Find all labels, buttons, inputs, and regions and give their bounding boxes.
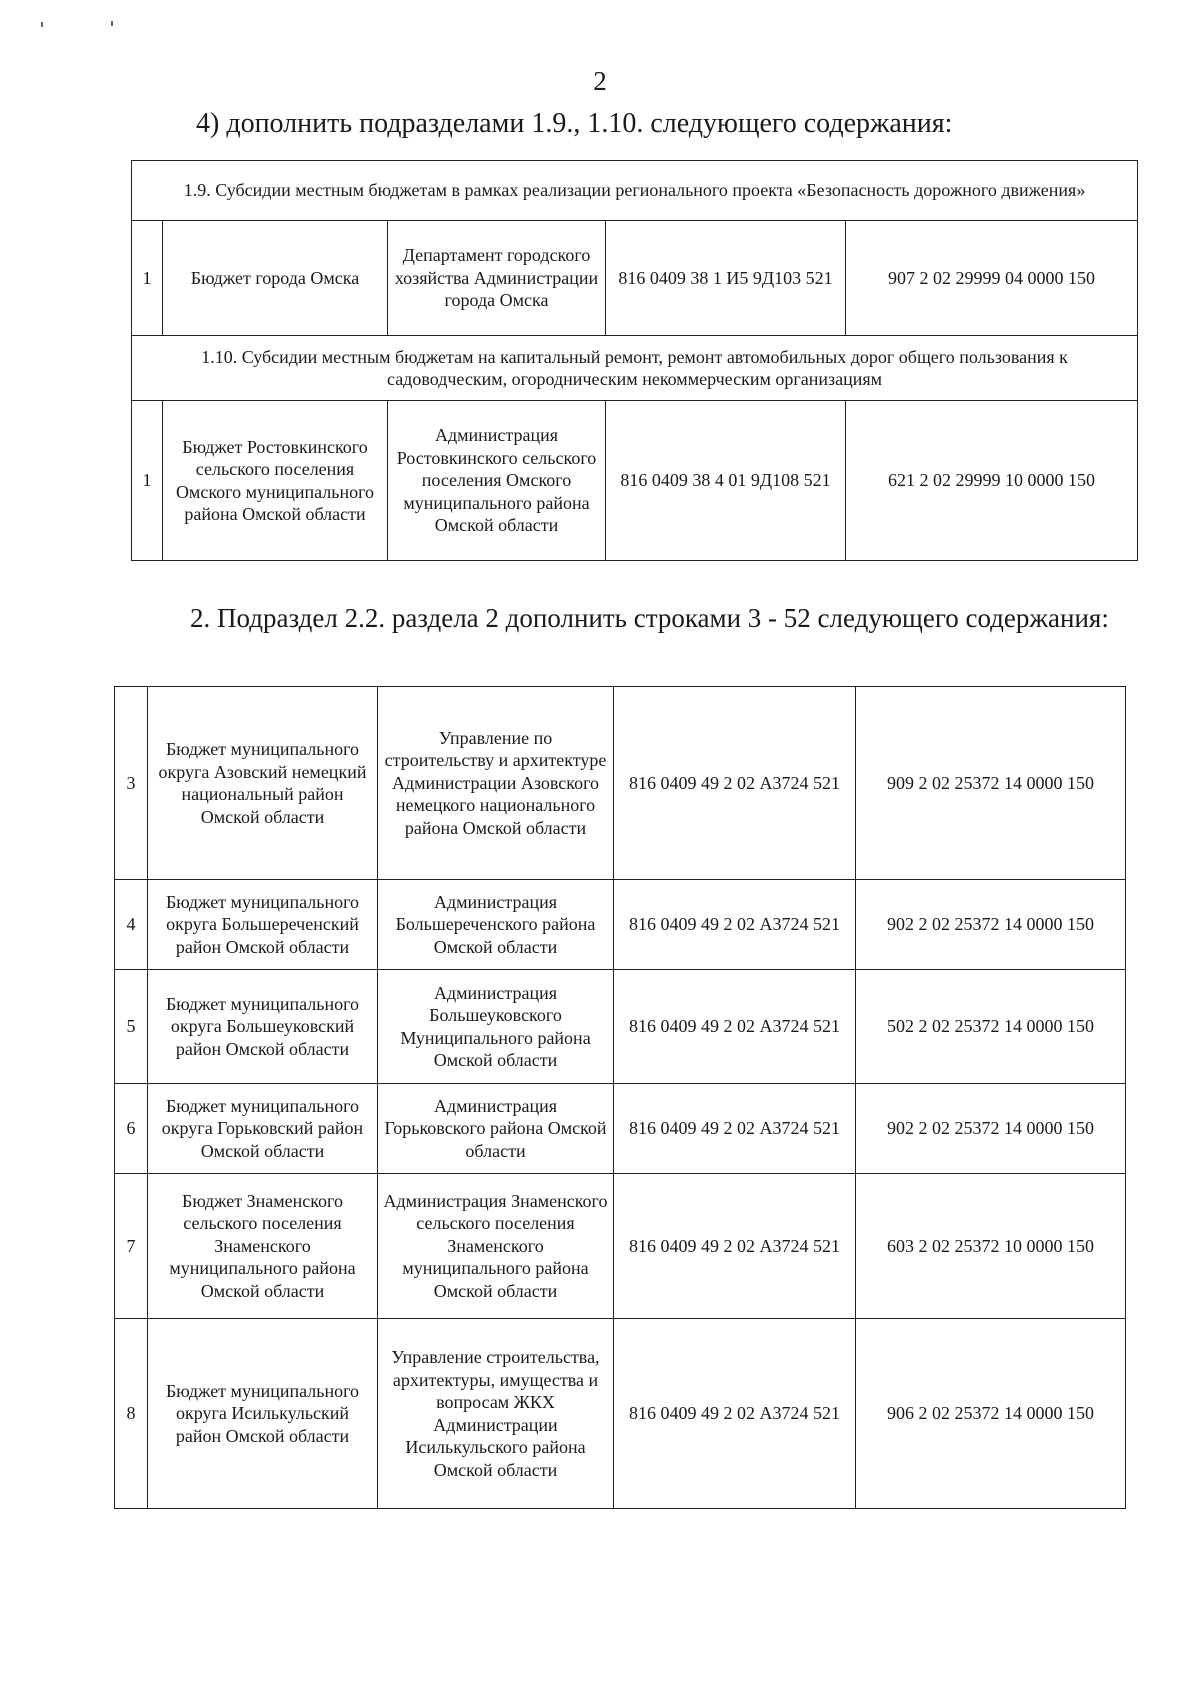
row-number: 4 — [115, 880, 148, 970]
table-row — [115, 970, 1126, 1084]
budget-name: Бюджет муниципального округа Горьковский район Омской области — [148, 1084, 378, 1174]
scan-mark — [41, 22, 43, 27]
revenue-code: 603 2 02 25372 10 0000 150 — [856, 1174, 1126, 1319]
budget-name: Бюджет муниципального округа Азовский немецкий национальный район Омской области — [148, 687, 378, 880]
row-number: 6 — [115, 1084, 148, 1174]
expense-code: 816 0409 49 2 02 А3724 521 — [614, 880, 856, 970]
revenue-code: 902 2 02 25372 14 0000 150 — [856, 1084, 1126, 1174]
budget-name: Бюджет муниципального округа Большереченский район Омской области — [148, 880, 378, 970]
revenue-code: 621 2 02 29999 10 0000 150 — [846, 401, 1138, 561]
table-row — [115, 1319, 1126, 1509]
administrator-name: Управление по строительству и архитектуре Администрации Азовского немецкого национального района Омской области — [378, 687, 614, 880]
row-number: 1 — [132, 221, 163, 336]
row-number: 1 — [132, 401, 163, 561]
subsidy-table-section-2 — [114, 686, 1126, 1509]
table-row — [115, 1084, 1126, 1174]
subsidy-table-section-1 — [131, 160, 1138, 561]
table-row — [115, 687, 1126, 880]
scan-mark — [111, 21, 113, 26]
budget-name: Бюджет муниципального округа Большеуковский район Омской области — [148, 970, 378, 1084]
administrator-name: Администрация Ростовкинского сельского поселения Омского муниципального района Омской области — [388, 401, 606, 561]
revenue-code: 907 2 02 29999 04 0000 150 — [846, 221, 1138, 336]
revenue-code: 906 2 02 25372 14 0000 150 — [856, 1319, 1126, 1509]
budget-name: Бюджет Ростовкинского сельского поселения Омского муниципального района Омской области — [163, 401, 388, 561]
section-title: 1.10. Субсидии местным бюджетам на капитальный ремонт, ремонт автомобильных дорог общего пользования к садоводческим, огородническим некоммерческим организациям — [132, 336, 1138, 401]
budget-name: Бюджет Знаменского сельского поселения Знаменского муниципального района Омской области — [148, 1174, 378, 1319]
expense-code: 816 0409 49 2 02 А3724 521 — [614, 1319, 856, 1509]
administrator-name: Администрация Большереченского района Омской области — [378, 880, 614, 970]
revenue-code: 909 2 02 25372 14 0000 150 — [856, 687, 1126, 880]
row-number: 8 — [115, 1319, 148, 1509]
expense-code: 816 0409 49 2 02 А3724 521 — [614, 1174, 856, 1319]
expense-code: 816 0409 49 2 02 А3724 521 — [614, 687, 856, 880]
table-row — [115, 1174, 1126, 1319]
paragraph-2: 2. Подраздел 2.2. раздела 2 дополнить строками 3 - 52 следующего содержания: — [190, 603, 1109, 633]
amendment-heading: 4) дополнить подразделами 1.9., 1.10. следующего содержания: — [196, 108, 953, 139]
table-row — [132, 221, 1138, 336]
row-number: 3 — [115, 687, 148, 880]
section-header-row — [132, 336, 1138, 401]
section-title: 1.9. Субсидии местным бюджетам в рамках реализации регионального проекта «Безопасность дорожного движения» — [132, 161, 1138, 221]
row-number: 7 — [115, 1174, 148, 1319]
revenue-code: 902 2 02 25372 14 0000 150 — [856, 880, 1126, 970]
administrator-name: Департамент городского хозяйства Администрации города Омска — [388, 221, 606, 336]
row-number: 5 — [115, 970, 148, 1084]
table-row — [115, 880, 1126, 970]
table-row — [132, 401, 1138, 561]
expense-code: 816 0409 38 4 01 9Д108 521 — [606, 401, 846, 561]
section-header-row — [132, 161, 1138, 221]
budget-name: Бюджет города Омска — [163, 221, 388, 336]
revenue-code: 502 2 02 25372 14 0000 150 — [856, 970, 1126, 1084]
expense-code: 816 0409 49 2 02 А3724 521 — [614, 1084, 856, 1174]
budget-name: Бюджет муниципального округа Исилькульский район Омской области — [148, 1319, 378, 1509]
expense-code: 816 0409 49 2 02 А3724 521 — [614, 970, 856, 1084]
administrator-name: Администрация Горьковского района Омской области — [378, 1084, 614, 1174]
administrator-name: Управление строительства, архитектуры, имущества и вопросам ЖКХ Администрации Исилькульского района Омской области — [378, 1319, 614, 1509]
expense-code: 816 0409 38 1 И5 9Д103 521 — [606, 221, 846, 336]
administrator-name: Администрация Большеуковского Муниципального района Омской области — [378, 970, 614, 1084]
page-number: 2 — [593, 66, 607, 96]
administrator-name: Администрация Знаменского сельского поселения Знаменского муниципального района Омской области — [378, 1174, 614, 1319]
